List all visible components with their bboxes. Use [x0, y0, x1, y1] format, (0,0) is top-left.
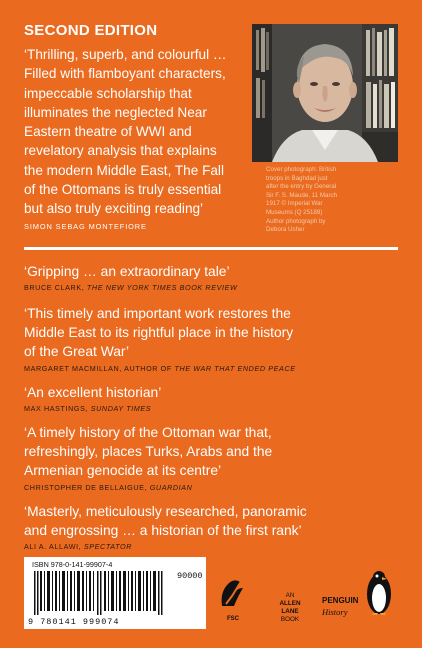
imprint-line: ALLEN [279, 600, 301, 607]
review-attribution: ALI A. ALLAWI, SPECTATOR [24, 542, 133, 552]
quote-line: Eastern theatre of WWI and [24, 124, 192, 140]
quote-line: Filled with flamboyant characters, [24, 66, 226, 82]
quote-line: illuminates the neglected Near [24, 104, 207, 120]
publisher-name: PENGUIN [322, 596, 359, 605]
review-text: of the Great War’ [24, 344, 130, 360]
review-attribution: BRUCE CLARK, THE NEW YORK TIMES BOOK REVIEW [24, 283, 238, 293]
fsc-label: FSC [227, 616, 239, 622]
imprint-line: AN [285, 592, 295, 599]
review-quote [24, 502, 404, 551]
photo-credits [266, 166, 396, 235]
review-text: ‘An excellent historian’ [24, 385, 162, 400]
caption-line: Museums (Q 25189) [266, 208, 323, 216]
review-text: ‘Gripping … an extraordinary tale’ [24, 264, 230, 279]
author-photo [252, 24, 398, 162]
review-quote [24, 383, 404, 413]
review-quote [24, 304, 404, 373]
review-attribution: MARGARET MACMILLAN, AUTHOR OF THE WAR THAT ENDED PEACE [24, 363, 296, 373]
caption-line: troops in Baghdad just [266, 174, 328, 182]
tree-checkmark-icon [216, 576, 250, 612]
quote-line: revelatory analysis that explains [24, 143, 217, 159]
fsc-logo [216, 576, 250, 622]
review-text: refreshingly, places Turks, Arabs and the [24, 444, 273, 460]
edition-label: SECOND EDITION [24, 22, 158, 39]
review-text: Armenian genocide at its centre’ [24, 463, 222, 479]
review-text: ‘This timely and important work restores the [24, 306, 291, 321]
caption-line: Author photograph by [266, 217, 326, 225]
penguin-logo-icon [364, 568, 394, 616]
review-attribution: CHRISTOPHER DE BELLAIGUE, GUARDIAN [24, 482, 193, 492]
caption-line: Cover photograph: British [266, 166, 337, 173]
quote-line: but also truly exciting reading’ [24, 201, 204, 217]
caption-line: Debora Usher [266, 226, 305, 234]
quote-line: ‘Thrilling, superb, and colourful … [24, 47, 227, 62]
review-text: ‘Masterly, meticulously researched, panoramic [24, 504, 307, 519]
barcode-digits: 9 780141 999074 [28, 617, 120, 627]
review-quote [24, 423, 404, 492]
isbn-label: ISBN 978-0-141-99907-4 [32, 560, 113, 569]
author-photo-image [252, 24, 398, 162]
caption-line: Sir F. S. Maude, 11 March [266, 191, 338, 199]
quote-line: of the Ottomans is truly essential [24, 182, 222, 198]
review-quote [24, 262, 404, 292]
imprint-label [270, 592, 310, 624]
review-text: Middle East to its rightful place in the history [24, 325, 294, 341]
isbn-barcode-panel [24, 557, 206, 629]
featured-quote-attribution: SIMON SEBAG MONTEFIORE [24, 222, 147, 231]
review-attribution: MAX HASTINGS, SUNDAY TIMES [24, 404, 152, 414]
featured-quote [24, 45, 256, 219]
publisher-series: History [322, 607, 348, 617]
review-text: ‘A timely history of the Ottoman war that, [24, 425, 272, 440]
quote-line: impeccable scholarship that [24, 85, 192, 101]
section-divider [24, 247, 398, 250]
caption-line: after the entry by General [266, 183, 337, 191]
price-code: 90000 [177, 571, 203, 581]
barcode [34, 571, 172, 615]
imprint-line: BOOK [280, 616, 300, 623]
review-text: and engrossing … a historian of the first rank’ [24, 523, 302, 539]
caption-line: 1917 © Imperial War [266, 200, 323, 208]
imprint-line: LANE [281, 608, 299, 615]
quote-line: the modern Middle East, The Fall [24, 162, 224, 178]
